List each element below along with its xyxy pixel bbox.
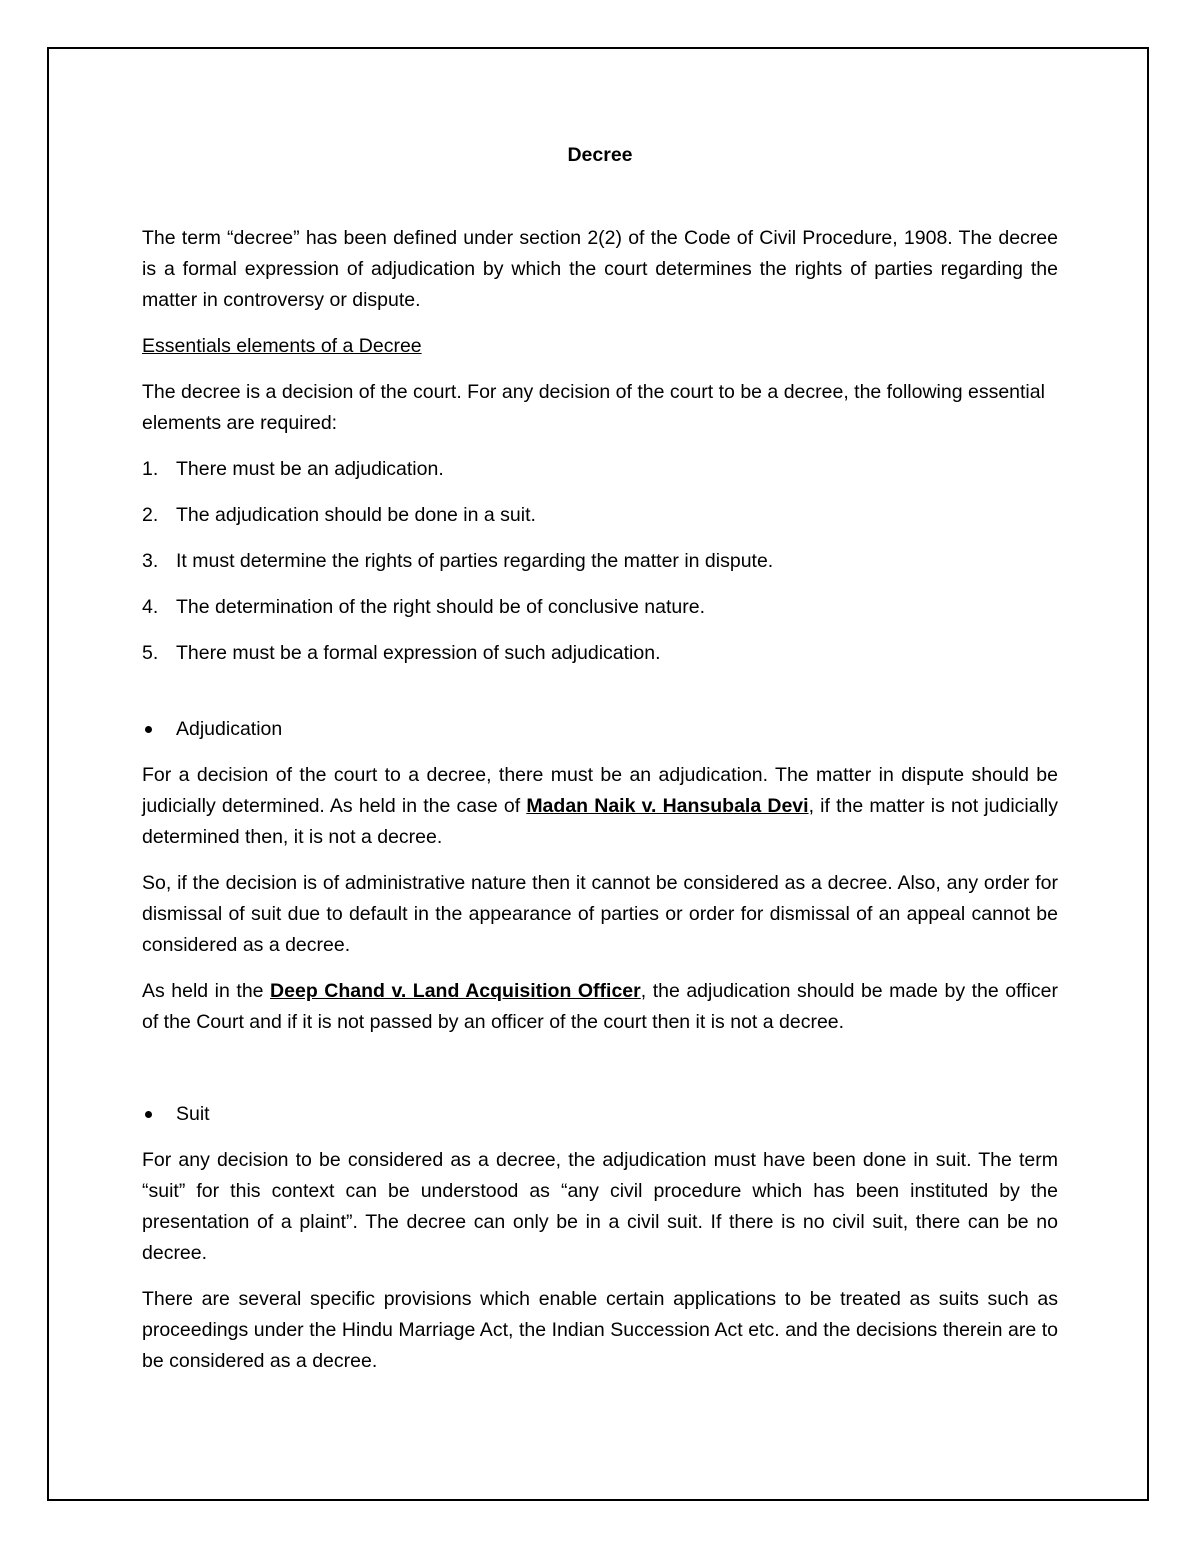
- case-citation-madan-naik: Madan Naik v. Hansubala Devi: [526, 795, 809, 817]
- list-item: [142, 592, 1058, 623]
- list-item-text: There must be a formal expression of such adjudication.: [176, 642, 661, 664]
- document-title: Decree: [567, 144, 633, 166]
- list-item-number: 2.: [142, 504, 159, 526]
- essentials-heading: Essentials elements of a Decree: [142, 335, 422, 357]
- list-item-text: The determination of the right should be of conclusive nature.: [176, 596, 705, 618]
- list-item-number: 3.: [142, 550, 159, 572]
- list-item-number: 4.: [142, 596, 159, 618]
- list-item-number: 5.: [142, 642, 159, 664]
- adjudication-paragraph-3: [142, 976, 1058, 1038]
- list-item: [142, 546, 1058, 577]
- list-item: [142, 454, 1058, 485]
- suit-paragraph-1: For any decision to be considered as a decree, the adjudication must have been done in suit. The term “suit” for this context can be understood as “any civil procedure which has been instituted by the presentation of a plaint”. The decree can only be in a civil suit. If there is no civil suit, there can be no decree.: [142, 1149, 1058, 1264]
- essentials-list: [142, 454, 1058, 669]
- adjudication-paragraph-1: [142, 760, 1058, 853]
- adjudication-p1-text-after: , if the matter is not judicially determined then, it is not a decree.: [142, 795, 1058, 848]
- essentials-intro-paragraph: The decree is a decision of the court. For any decision of the court to be a decree, the following essential elements are required:: [142, 381, 1045, 434]
- adjudication-p1-text-before: For a decision of the court to a decree, there must be an adjudication. The matter in dispute should be judicially determined. As held in the case of: [142, 764, 1058, 817]
- list-item-text: There must be an adjudication.: [176, 458, 444, 480]
- bullet-icon: [142, 1099, 176, 1130]
- suit-heading-label: Suit: [176, 1103, 210, 1125]
- adjudication-p3-text-before: As held in the: [142, 980, 271, 1002]
- suit-heading: [142, 1099, 1058, 1130]
- list-item-text: It must determine the rights of parties regarding the matter in dispute.: [176, 550, 774, 572]
- case-citation-deep-chand: Deep Chand v. Land Acquisition Officer: [270, 980, 641, 1002]
- list-item-text: The adjudication should be done in a suit.: [176, 504, 536, 526]
- intro-paragraph: The term “decree” has been defined under section 2(2) of the Code of Civil Procedure, 1908. The decree is a formal expression of adjudication by which the court determines the rights of parties regarding the matter in controversy or dispute.: [142, 227, 1058, 311]
- document-body: [142, 140, 1058, 1392]
- adjudication-p3-text-after: , the adjudication should be made by the officer of the Court and if it is not passed by an officer of the court then it is not a decree.: [142, 980, 1058, 1033]
- list-item-number: 1.: [142, 458, 159, 480]
- suit-paragraph-2: There are several specific provisions which enable certain applications to be treated as suits such as proceedings under the Hindu Marriage Act, the Indian Succession Act etc. and the decisions therein are to be considered as a decree.: [142, 1288, 1058, 1372]
- adjudication-heading-label: Adjudication: [176, 718, 283, 740]
- list-item: [142, 500, 1058, 531]
- bullet-icon: [142, 714, 176, 745]
- adjudication-paragraph-2: So, if the decision is of administrative nature then it cannot be considered as a decree. Also, any order for dismissal of suit due to default in the appearance of parties or order for dismissal of an appeal cannot be considered as a decree.: [142, 872, 1058, 956]
- section-spacer: [142, 1053, 1058, 1099]
- list-item: [142, 638, 1058, 669]
- section-spacer: [142, 684, 1058, 714]
- adjudication-heading: [142, 714, 1058, 745]
